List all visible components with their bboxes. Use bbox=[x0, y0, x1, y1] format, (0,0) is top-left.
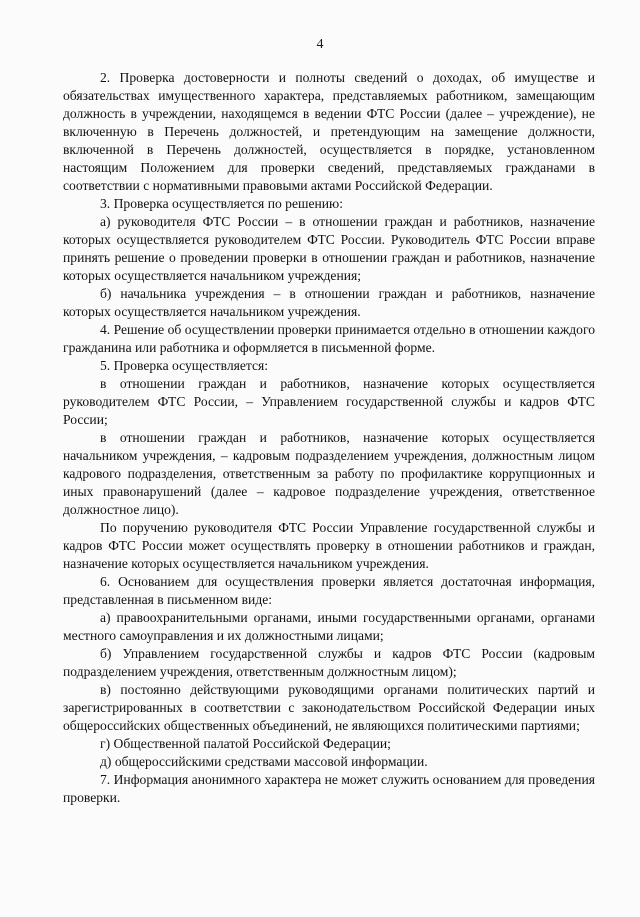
paragraph-7: 7. Информация анонимного характера не может служить основанием для проведения проверки. bbox=[63, 772, 595, 805]
paragraph-5: 5. Проверка осуществляется: bbox=[100, 358, 269, 373]
paragraph-5-item-1: в отношении граждан и работников, назначение которых осуществляется руководителем ФТС России, – Управлением государственной службы и кадров ФТС России; bbox=[63, 376, 595, 427]
paragraph-6a: а) правоохранительными органами, иными государственными органами, органами местного самоуправления и их должностными лицами; bbox=[63, 610, 595, 643]
paragraph-5-item-2: в отношении граждан и работников, назначение которых осуществляется начальником учреждения, – кадровым подразделением учреждения, должностным лицом кадрового подразделения, ответственным за работу по профилактике коррупционных и иных правонарушений (далее – кадровое подразделение учреждения, ответственное должностное лицо). bbox=[63, 430, 595, 517]
paragraph-6v: в) постоянно действующими руководящими органами политических партий и зарегистрированных в соответствии с законодательством Российской Федерации иных общероссийских общественных объединений, не являющихся политическими партиями; bbox=[63, 682, 595, 733]
paragraph-3a: а) руководителя ФТС России – в отношении граждан и работников, назначение которых осуществляется руководителем ФТС России. Руководитель ФТС России вправе принять решение о проведении проверки в отношении граждан и работников, назначение которых осуществляется начальником учреждения; bbox=[63, 214, 595, 283]
document-body bbox=[63, 69, 595, 807]
page-number: 4 bbox=[316, 37, 324, 52]
paragraph-3: 3. Проверка осуществляется по решению: bbox=[100, 196, 343, 211]
paragraph-2: 2. Проверка достоверности и полноты сведений о доходах, об имуществе и обязательствах имущественного характера, представляемых работником, замещающим должность в учреждении, находящемся в ведении ФТС России (далее – учреждение), не включенную в Перечень должностей, и претендующим на замещение должности, включенной в Перечень должностей, осуществляется в порядке, установленном настоящим Положением для проверки сведений, представляемых гражданами в соответствии с нормативными правовыми актами Российской Федерации. bbox=[63, 70, 595, 193]
paragraph-5-note: По поручению руководителя ФТС России Управление государственной службы и кадров ФТС России может осуществлять проверку в отношении работников и граждан, назначение которых осуществляется начальником учреждения. bbox=[63, 520, 595, 571]
paragraph-4: 4. Решение об осуществлении проверки принимается отдельно в отношении каждого гражданина или работника и оформляется в письменной форме. bbox=[63, 322, 595, 355]
paragraph-6g: г) Общественной палатой Российской Федерации; bbox=[100, 736, 391, 751]
paragraph-6b: б) Управлением государственной службы и кадров ФТС России (кадровым подразделением учреждения, ответственным должностным лицом); bbox=[63, 646, 595, 679]
paragraph-6: 6. Основанием для осуществления проверки является достаточная информация, представленная в письменном виде: bbox=[63, 574, 595, 607]
paragraph-6d: д) общероссийскими средствами массовой информации. bbox=[100, 754, 428, 769]
paragraph-3b: б) начальника учреждения – в отношении граждан и работников, назначение которых осуществляется начальником учреждения. bbox=[63, 286, 595, 319]
